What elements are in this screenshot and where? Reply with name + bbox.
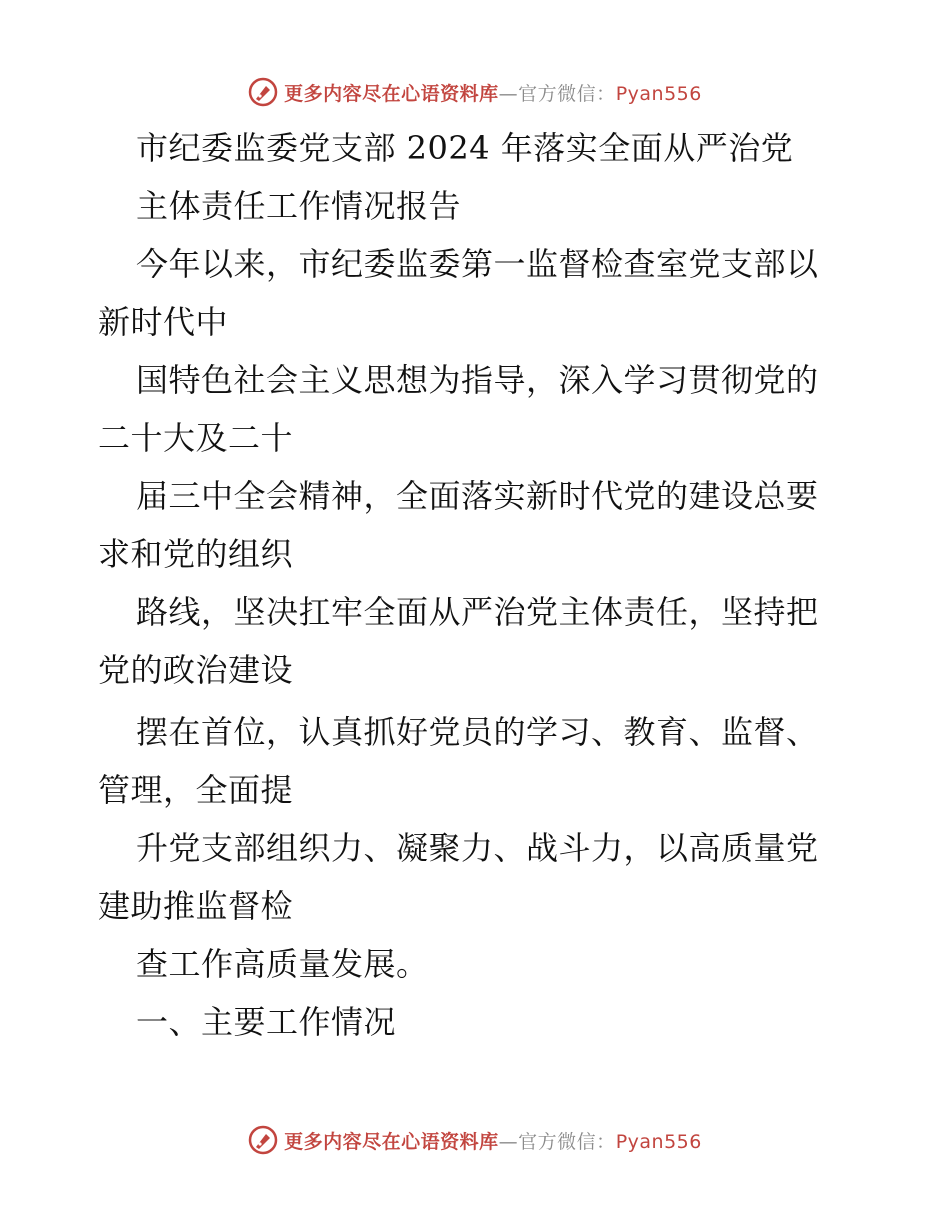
watermark-text <box>284 1127 702 1154</box>
doc-paragraph-line: 升党支部组织力、凝聚力、战斗力，以高质量党 <box>136 829 819 867</box>
doc-paragraph-line: 查工作高质量发展。 <box>136 945 429 983</box>
doc-paragraph-line: 新时代中 <box>98 303 229 341</box>
pen-nib-logo-icon <box>248 77 278 107</box>
doc-section-heading: 一、主要工作情况 <box>136 1003 397 1041</box>
watermark-site-text: 更多内容尽在心语资料库 <box>284 1130 499 1153</box>
doc-title-line-1: 市纪委监委党支部 2024 年落实全面从严治党 <box>136 129 794 167</box>
doc-paragraph-line: 摆在首位，认真抓好党员的学习、教育、监督、 <box>136 713 819 751</box>
watermark-banner-bottom <box>0 1120 950 1160</box>
doc-paragraph-line: 今年以来，市纪委监委第一监督检查室党支部以 <box>136 245 819 283</box>
watermark-text <box>284 79 702 106</box>
doc-paragraph-line: 建助推监督检 <box>98 887 294 925</box>
watermark-contact-text: 官方微信： <box>518 1130 616 1153</box>
watermark-contact-text: 官方微信： <box>518 82 616 105</box>
pen-nib-logo-icon <box>248 1125 278 1155</box>
doc-paragraph-line: 届三中全会精神，全面落实新时代党的建设总要 <box>136 477 819 515</box>
doc-paragraph-line: 国特色社会主义思想为指导，深入学习贯彻党的 <box>136 361 819 399</box>
watermark-banner-top <box>0 72 950 112</box>
watermark-site-text: 更多内容尽在心语资料库 <box>284 82 499 105</box>
doc-title-line-2: 主体责任工作情况报告 <box>136 187 462 225</box>
doc-paragraph-line: 管理，全面提 <box>98 771 294 809</box>
doc-paragraph-line: 路线，坚决扛牢全面从严治党主体责任，坚持把 <box>136 593 819 631</box>
watermark-contact-id: Pyan556 <box>615 82 702 105</box>
doc-paragraph-line: 二十大及二十 <box>98 419 294 457</box>
watermark-separator: — <box>498 1130 519 1153</box>
doc-paragraph-line: 党的政治建设 <box>98 651 294 689</box>
watermark-contact-id: Pyan556 <box>615 1130 702 1153</box>
doc-paragraph-line: 求和党的组织 <box>98 535 294 573</box>
watermark-separator: — <box>498 82 519 105</box>
